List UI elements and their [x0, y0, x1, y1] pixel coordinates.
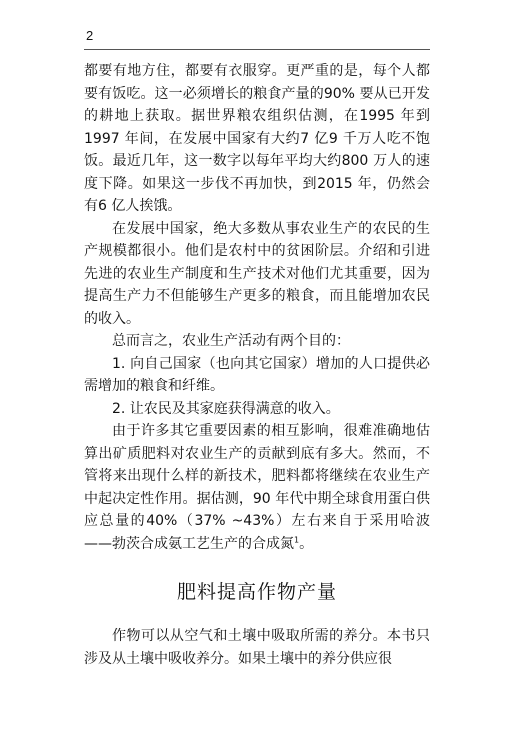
paragraph-nutrient-intake: 作物可以从空气和土壤中吸取所需的养分。本书只涉及从土壤中吸收养分。如果土壤中的养分供应很 — [84, 628, 430, 667]
paragraph-smallholder-farmers: 在发展中国家，绝大多数从事农业生产的农民的生产规模都很小。他们是农村中的贫困阶层。介绍和引进先进的农业生产制度和生产技术对他们尤其重要，因为提高生产力不但能够生产更多的粮食，而且能增加农民的收入。 — [84, 220, 430, 327]
paragraph-fertilizer-contribution — [84, 420, 430, 555]
page-body — [84, 60, 430, 670]
paragraph-two-goals-intro: 总而言之，农业生产活动有两个目的： — [112, 333, 350, 349]
paragraph-fertilizer-text: 由于许多其它重要因素的相互影响，很难准确地估算出矿质肥料对农业生产的贡献到底有多大。然而，不管将来出现什么样的新技术，肥料都将继续在农业生产中起决定性作用。据估测，90 年代中期全球食用蛋白供应总量的40%（37% ~43%）左右来自于采用哈波——勃茨合成氨工艺生产的合成氮 — [84, 423, 430, 552]
section-heading: 肥料提高作物产量 — [176, 581, 337, 603]
footnote-reference: 1 — [294, 534, 300, 544]
paragraph-end-punctuation: 。 — [299, 535, 314, 552]
page-number: 2 — [86, 28, 94, 43]
paragraph-continued: 都要有地方住，都要有衣服穿。更严重的是，每个人都要有饭吃。这一必须增长的粮食产量的90% 要从已开发的耕地上获取。据世界粮农组织估测，在1995 年到1997 年间，在发展中国家有大约7 亿9 千万人吃不饱饭。最近几年，这一数字以每年平均大约800 万人的速度下降。如果这一步伐不再加快，到2015 年，仍然会有6 亿人挨饿。 — [84, 63, 430, 214]
header-rule — [84, 49, 430, 50]
list-item-goal-2: 2. 让农民及其家庭获得满意的收入。 — [112, 400, 340, 417]
list-item-goal-1: 1. 向自己国家（也向其它国家）增加的人口提供必需增加的粮食和纤维。 — [84, 355, 430, 394]
